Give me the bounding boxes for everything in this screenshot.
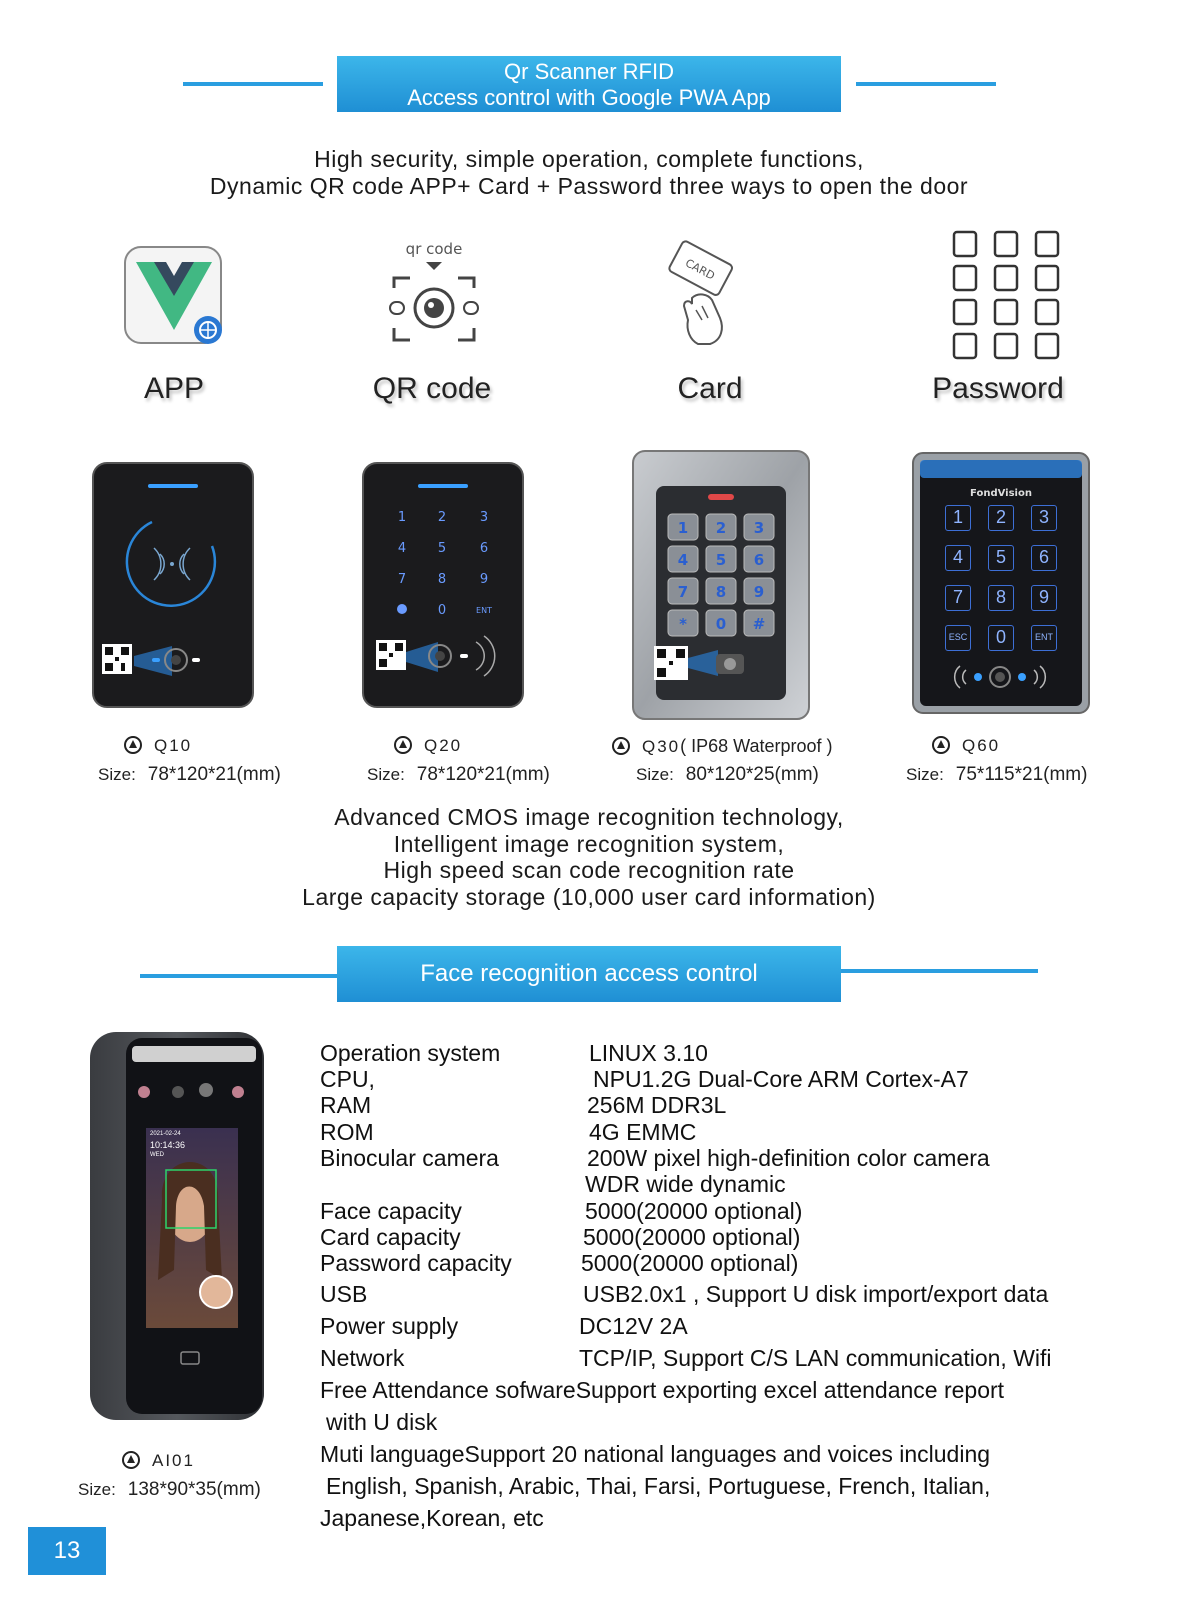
svg-text:7: 7 [397, 572, 407, 587]
device-q30-image [632, 450, 810, 720]
qr-scan-icon [382, 238, 486, 352]
spec-label: Card capacity [320, 1224, 461, 1250]
svg-text:9: 9 [479, 572, 489, 587]
ai01-screen-day: WED [150, 1152, 164, 1158]
svg-text:3: 3 [753, 519, 765, 537]
device-q60-model: Q60 [932, 736, 1000, 756]
section-title-line1: Qr Scanner RFID [504, 59, 674, 84]
section-title-line2: Access control with Google PWA App [407, 85, 771, 110]
svg-text:5: 5 [437, 541, 447, 556]
language-line-2: English, Spanish, Arabic, Thai, Farsi, Portuguese, French, Italian, [326, 1473, 991, 1499]
language-line-1: Muti languageSupport 20 national languages and voices including [320, 1441, 991, 1467]
svg-text:1: 1 [677, 519, 689, 537]
triangle-up-icon [932, 736, 950, 754]
spec-label: Face capacity [320, 1198, 462, 1224]
ai01-screen-date: 2021-02-24 [150, 1131, 181, 1137]
page-number: 13 [28, 1527, 106, 1575]
feature-line-3: High speed scan code recognition rate [383, 857, 795, 883]
device-q60-size: Size: 75*115*21(mm) [906, 764, 1088, 785]
method-label-qr: QR code [372, 372, 492, 405]
svg-text:6: 6 [753, 551, 765, 569]
intro-line1: High security, simple operation, complete functions, [314, 146, 864, 172]
feature-line-2: Intelligent image recognition system, [393, 831, 785, 857]
spec-value: 256M DDR3L [587, 1092, 727, 1118]
device-q20-model: Q20 [394, 736, 462, 756]
q60-key: 3 [1031, 505, 1057, 531]
q60-key: 0 [988, 625, 1014, 651]
header-rule-right [856, 82, 996, 86]
spec-label: CPU, [320, 1066, 375, 1092]
face-rule-right [841, 969, 1038, 973]
spec-value: NPU1.2G Dual-Core ARM Cortex-A7 [593, 1066, 969, 1092]
svg-text:FondVision: FondVision [970, 488, 1032, 499]
svg-text:ENT: ENT [476, 606, 492, 615]
device-q30-size: Size: 80*120*25(mm) [636, 764, 819, 785]
method-label-password: Password [932, 372, 1064, 405]
q20-key-1: 1 [397, 510, 407, 525]
triangle-up-icon [124, 736, 142, 754]
spec-label: Binocular camera [320, 1145, 499, 1171]
method-label-card: Card [677, 372, 743, 405]
spec-label: Password capacity [320, 1250, 512, 1276]
face-rule-left [140, 974, 337, 978]
spec-value: 5000(20000 optional) [585, 1198, 803, 1224]
spec-label: Network [320, 1345, 405, 1371]
svg-text:5: 5 [715, 551, 727, 569]
spec-label: Operation system [320, 1040, 501, 1066]
svg-text:*: * [679, 615, 687, 633]
svg-text:7: 7 [677, 583, 689, 601]
language-line-3: Japanese,Korean, etc [320, 1505, 544, 1531]
svg-text:8: 8 [437, 572, 447, 587]
q60-key: 6 [1031, 545, 1057, 571]
spec-label: USB [320, 1281, 368, 1307]
keypad-icon [950, 230, 1062, 362]
device-q30-note: ( IP68 Waterproof ) [680, 736, 833, 756]
attendance-line-1: Free Attendance sofwareSupport exporting excel attendance report [320, 1377, 1005, 1403]
svg-text:2: 2 [715, 519, 727, 537]
header-rule-left [183, 82, 323, 86]
section-banner-qr [337, 56, 841, 112]
card-hand-icon [662, 240, 752, 350]
intro-line2: Dynamic QR code APP+ Card + Password three ways to open the door [209, 173, 969, 199]
svg-text:2: 2 [437, 510, 447, 525]
spec-value: USB2.0x1 , Support U disk import/export data [583, 1281, 1049, 1307]
q60-scanner-icon [940, 662, 1060, 692]
spec-value: TCP/IP, Support C/S LAN communication, Wifi [579, 1345, 1052, 1371]
device-ai01-image [88, 1030, 266, 1422]
q60-key: 8 [988, 585, 1014, 611]
qr-icon-text: qr code [405, 240, 463, 258]
spec-value: 5000(20000 optional) [583, 1224, 801, 1250]
spec-label: ROM [320, 1119, 374, 1145]
spec-value: 5000(20000 optional) [581, 1250, 799, 1276]
q60-key: ENT [1031, 625, 1057, 651]
q60-key: 7 [945, 585, 971, 611]
q60-key: 5 [988, 545, 1014, 571]
device-q10-model: Q10 [124, 736, 192, 756]
spec-value: 4G EMMC [589, 1119, 697, 1145]
svg-text:6: 6 [479, 541, 489, 556]
spec-value: LINUX 3.10 [589, 1040, 708, 1066]
q60-key: 9 [1031, 585, 1057, 611]
q60-key: 1 [945, 505, 971, 531]
spec-value: 200W pixel high-definition color camera [587, 1145, 990, 1171]
q60-key: 4 [945, 545, 971, 571]
device-ai01-model: AI01 [122, 1451, 195, 1471]
triangle-up-icon [394, 736, 412, 754]
svg-text:3: 3 [479, 510, 489, 525]
svg-text:0: 0 [437, 603, 447, 618]
vue-app-icon [122, 244, 228, 348]
attendance-line-2: with U disk [326, 1409, 438, 1435]
ai01-screen-time: 10:14:36 [150, 1140, 186, 1150]
spec-value: DC12V 2A [579, 1313, 688, 1339]
device-q20-size: Size: 78*120*21(mm) [367, 764, 550, 785]
device-ai01-size: Size: 138*90*35(mm) [78, 1479, 261, 1500]
q60-key: 2 [988, 505, 1014, 531]
svg-text:9: 9 [753, 583, 765, 601]
feature-line-4: Large capacity storage (10,000 user card information) [302, 884, 876, 910]
device-q10-size: Size: 78*120*21(mm) [98, 764, 281, 785]
spec-label: Power supply [320, 1313, 459, 1339]
triangle-up-icon [122, 1451, 140, 1469]
method-label-app: APP [143, 372, 205, 405]
device-q30-model: Q30( IP68 Waterproof ) [612, 736, 833, 757]
spec-value-extra: WDR wide dynamic [585, 1171, 786, 1197]
svg-text:4: 4 [397, 541, 407, 556]
spec-label: RAM [320, 1092, 372, 1118]
svg-text:8: 8 [715, 583, 727, 601]
svg-text:#: # [752, 615, 766, 633]
svg-text:0: 0 [715, 615, 727, 633]
svg-text:CARD: CARD [683, 256, 717, 283]
section-banner-face: Face recognition access control [337, 946, 841, 1002]
svg-text:4: 4 [677, 551, 689, 569]
feature-line-1: Advanced CMOS image recognition technology, [334, 804, 844, 830]
q60-key: ESC [945, 625, 971, 651]
device-q10-image [92, 462, 254, 708]
device-q20-image [362, 462, 524, 708]
triangle-up-icon [612, 737, 630, 755]
